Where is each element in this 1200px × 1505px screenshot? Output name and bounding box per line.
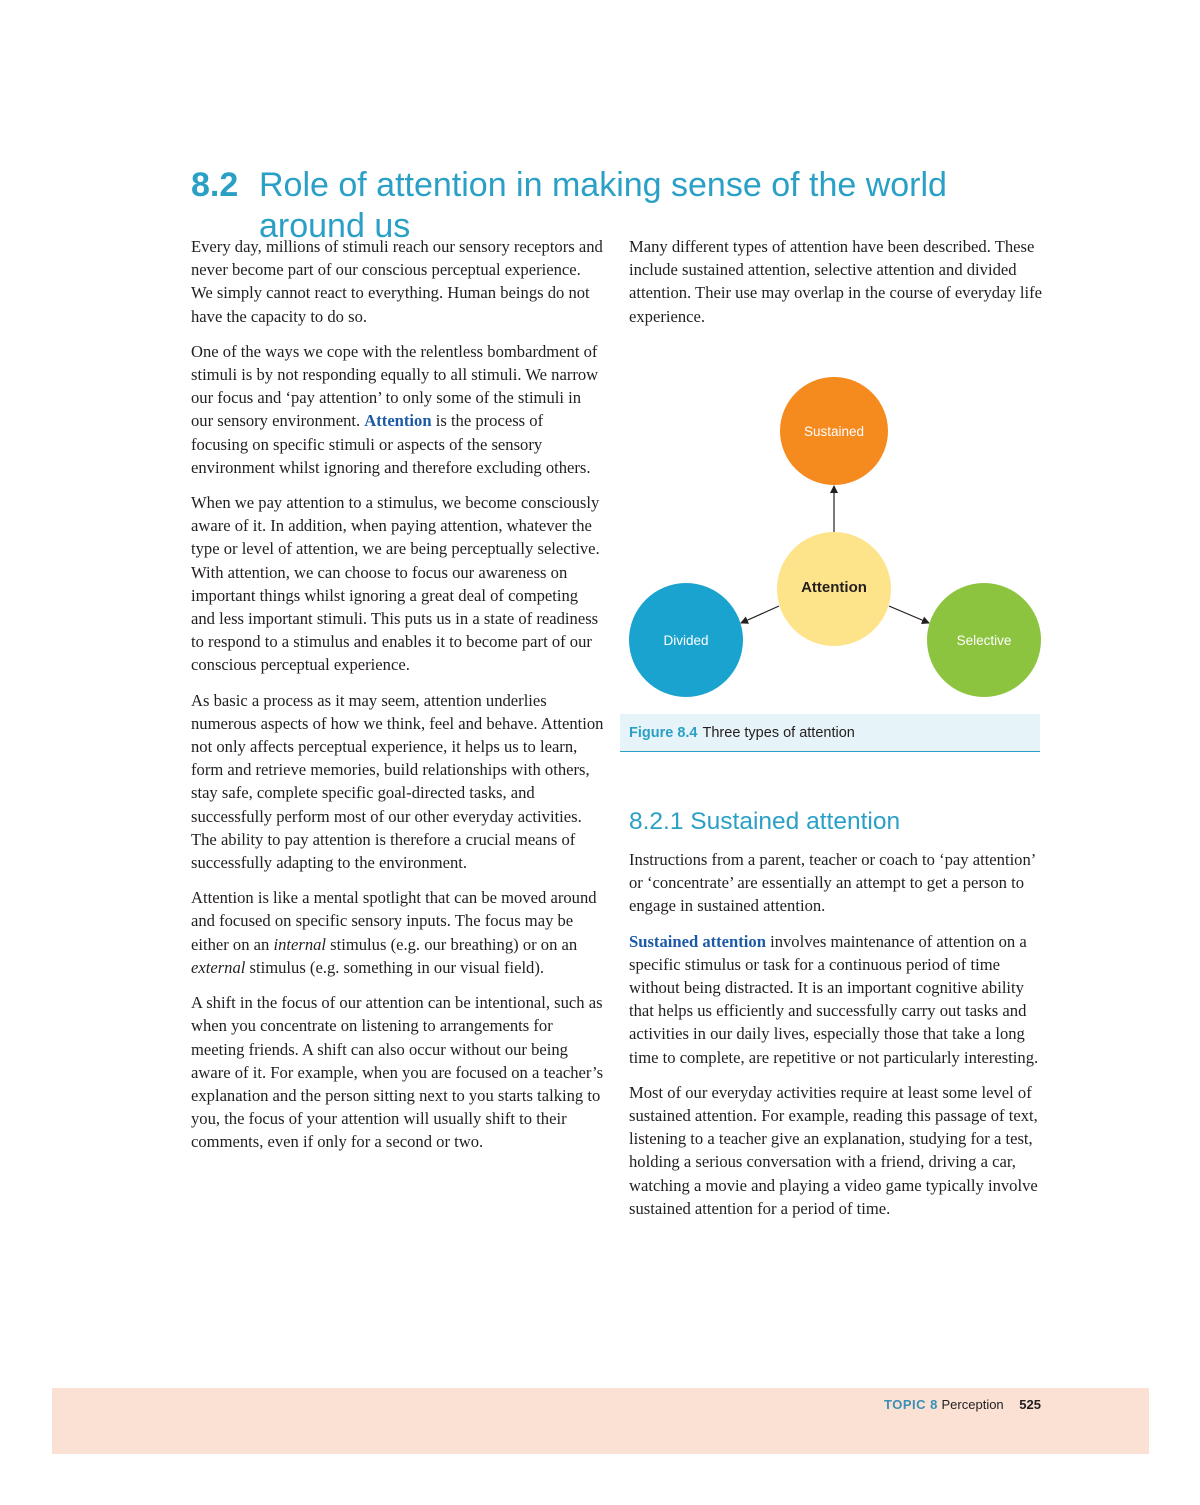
keyword-sustained-attention: Sustained attention — [629, 931, 766, 951]
sustained-label: Sustained — [803, 424, 865, 439]
arrow-to-selective — [889, 606, 929, 623]
subsection-title: 8.2.1 Sustained attention — [629, 808, 901, 835]
subsection-paragraph-1: Instructions from a parent, teacher or coach to ‘pay attention’ or ‘concentrate’ are essentially an attempt to get a person to engage in sustained attention. — [629, 850, 1036, 916]
figure-caption-text: Three types of attention — [702, 724, 855, 741]
text-span: involves maintenance of attention on a specific stimulus or task for a continuous period of time without being distracted. It is an important cognitive ability that helps us efficiently and successfully carry out tasks and activities in our daily lives, especially those that take a long time to complete, are repetitive or not particularly interesting. — [629, 931, 1039, 1067]
attention-types-diagram — [620, 370, 1050, 710]
italic-internal: internal — [273, 934, 327, 954]
section-number: 8.2 — [191, 165, 239, 204]
right-column — [629, 235, 1047, 340]
text-span: stimulus (e.g. something in our visual field). — [245, 957, 545, 977]
footer-topic: TOPIC 8 — [884, 1397, 938, 1412]
footer-section: Perception — [941, 1397, 1004, 1412]
text-span: stimulus (e.g. our breathing) or on an — [326, 934, 578, 954]
text-span: is the process of focusing on specific stimuli or aspects of the sensory environment whilst ignoring and therefore excluding others. — [191, 411, 591, 477]
left-paragraph-3: When we pay attention to a stimulus, we become consciously aware of it. In addition, when paying attention, whatever the type or level of attention, we are being perceptually selective. With attention, we can choose to focus our awareness on important things whilst ignoring a great deal of competing and less important stimuli. This puts us in a state of readiness to respond to a stimulus and enables it to become part of our conscious perceptual experience. — [191, 493, 600, 675]
left-column — [191, 235, 604, 1166]
keyword-attention: Attention — [364, 411, 432, 431]
left-paragraph-4: As basic a process as it may seem, attention underlies numerous aspects of how we think, feel and behave. Attention not only affects perceptual experience, it helps us to learn, form and retrieve memories, build relationships with others, stay safe, complete specific goal-directed tasks, and successfully perform most of our other everyday activities. The ability to pay attention is therefore a crucial means of successfully adapting to the environment. — [191, 690, 604, 873]
left-paragraph-5 — [191, 886, 604, 979]
figure-label: Figure 8.4 — [629, 724, 698, 741]
arrow-to-divided — [741, 606, 779, 623]
section-title: Role of attention in making sense of the world around us — [259, 165, 947, 245]
italic-external: external — [191, 957, 246, 977]
subsection-paragraph-2 — [629, 930, 1047, 1069]
page-footer — [52, 1388, 1149, 1454]
text-span: Attention is like a mental spotlight that can be moved around and focused on specific sensory inputs. The focus may be either on an — [191, 888, 597, 954]
subsection-body — [629, 848, 1047, 1232]
attention-label: Attention — [801, 579, 867, 596]
footer-text — [884, 1397, 1041, 1412]
page-number: 525 — [1019, 1397, 1041, 1412]
divided-label: Divided — [663, 633, 709, 648]
right-paragraph-1: Many different types of attention have been described. These include sustained attention, selective attention and divided attention. Their use may overlap in the course of everyday life experience. — [629, 237, 1043, 326]
subsection-paragraph-3: Most of our everyday activities require at least some level of sustained attention. For example, reading this passage of text, listening to a teacher give an explanation, studying for a test, holding a serious conversation with a friend, driving a car, watching a movie and playing a video game typically involve sustained attention for a period of time. — [629, 1082, 1038, 1218]
figure-caption — [620, 714, 1040, 752]
left-paragraph-2 — [191, 340, 604, 479]
selective-label: Selective — [956, 633, 1012, 648]
left-paragraph-6: A shift in the focus of our attention can be intentional, such as when you concentrate on listening to arrangements for meeting friends. A shift can also occur without our being aware of it. For example, when you are focused on a teacher’s explanation and the person sitting next to you starts talking to you, the focus of your attention will usually shift to their comments, even if only for a second or two. — [191, 993, 604, 1152]
left-paragraph-1: Every day, millions of stimuli reach our sensory receptors and never become part of our conscious perceptual experience. We simply cannot react to everything. Human beings do not have the capacity to do so. — [191, 237, 603, 326]
text-span: One of the ways we cope with the relentless bombardment of stimuli is by not responding equally to all stimuli. We narrow our focus and ‘pay attention’ to only some of the stimuli in our sensory environment. — [191, 341, 599, 431]
